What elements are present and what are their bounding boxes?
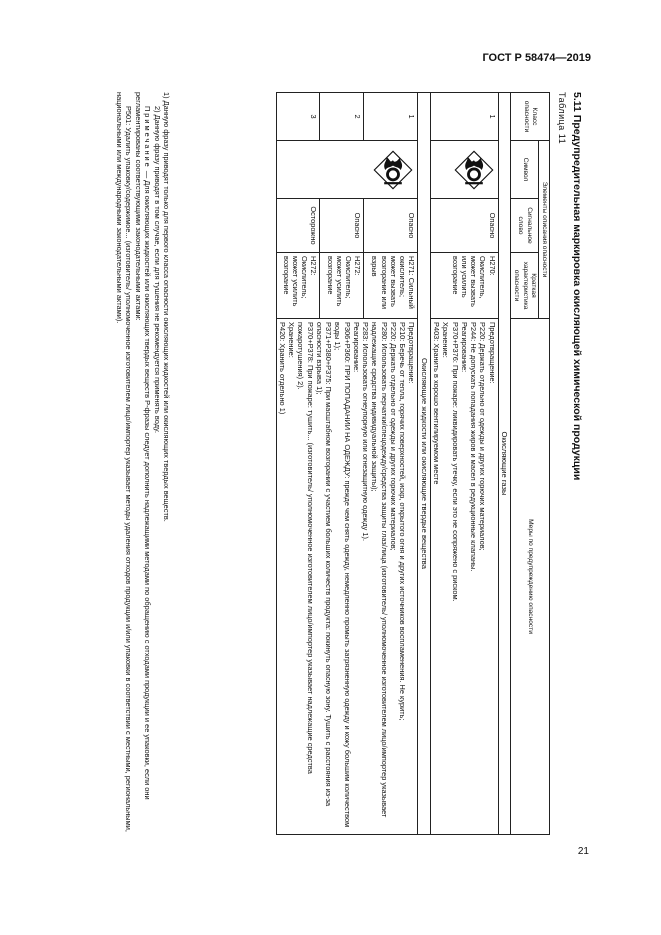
measure-line: P370+P376: При пожаре: ликвидировать утечку, если это не сопряжено с риском. xyxy=(450,322,460,602)
page-number: 21 xyxy=(577,846,589,857)
flame-over-circle-icon xyxy=(371,148,415,192)
measure-line: P371+P380+P375: При масштабном возгорании с участием больших количеств продукта: покинуть опасную зону. Тушить с расстояния из-за опасности взрыва 1); xyxy=(314,322,334,807)
measures-cell xyxy=(430,319,498,835)
group-liquids-label: Окисляющие жидкости или окисляющие твердые вещества xyxy=(418,93,430,835)
signal-cell: Опасно xyxy=(364,199,418,253)
table-row xyxy=(364,93,418,835)
measure-line: P283: Использовать огнеупорную или огнезащитную одежду 1). xyxy=(361,322,371,542)
flame-over-circle-icon xyxy=(452,148,496,192)
signal-cell: Опасно xyxy=(320,199,364,253)
table-label: Таблица 11 xyxy=(557,92,567,145)
measure-line: Предотвращение: xyxy=(407,322,417,384)
hazard-cell: H272: Окислитель; может усилить возгорание xyxy=(320,253,364,319)
class-cell: 1 xyxy=(364,93,418,141)
header-row-1 xyxy=(538,93,549,835)
note-p501: P501: Удалить упаковку/содержимое... (изготовитель/ уполномоченное изготовителем лицо/импортер указывает методы удаления отходов продукции и/или упаковки в соответствии с местными, региональными, национальными или международными законодательными актами). xyxy=(114,92,134,832)
measure-line: Реагирование: xyxy=(351,322,361,373)
measure-line: P220: Держать отдельно от одежды и других горючих материалов; xyxy=(388,322,398,551)
class-cell: 1 xyxy=(430,93,498,141)
group-row-gases xyxy=(498,93,510,835)
standard-header: ГОСТ Р 58474—2019 xyxy=(482,52,591,64)
measure-line: P370+P378: При пожаре: тушить... (изготовитель/ уполномоченное изготовителем лицо/импортер указывает надлежащие средства пожаротушения) 2). xyxy=(296,322,315,774)
group-row-liquids xyxy=(418,93,430,835)
measure-line: Реагирование: xyxy=(459,322,469,373)
class-cell: 3 xyxy=(276,93,320,141)
col-elements: Элементы описания опасности xyxy=(538,141,549,319)
col-class: Класс опасности xyxy=(511,93,550,141)
measure-line: P220: Держать отдельно от одежды и других горючих материалов; xyxy=(478,322,488,551)
hazard-cell: H270: Окислитель, может вызвать или усилить возгорание xyxy=(430,253,498,319)
footnote: 2) Данную фразу приводят в том случае, если для тушения не рекомендуется применять воду. xyxy=(152,106,162,434)
hazard-cell: H271: Сильный окислитель; может вызвать возгорание или взрыв xyxy=(364,253,418,319)
measure-line: P210: Беречь от тепла, горячих поверхностей, искр, открытого огня и других источников воспламенения. Не курить; xyxy=(398,322,408,721)
group-gases-label: Окисляющие газы xyxy=(498,93,510,835)
table-row xyxy=(430,93,498,835)
measure-line: P306+P360: ПРИ ПОПАДАНИИ НА ОДЕЖДУ: прежде чем снять одежду, немедленно промыть загрязненную одежду и кожу большим количеством воды 1); xyxy=(333,322,352,828)
col-symbol: Символ xyxy=(511,141,539,199)
symbol-cell xyxy=(430,141,498,199)
measure-line: P244: Не допускать попадания жиров и масел в редукционные клапаны. xyxy=(469,322,479,572)
hazard-cell: H272: Окислитель; может усилить возгорание xyxy=(276,253,320,319)
col-measures: Меры по предупреждению опасности xyxy=(511,319,550,835)
footnote: 1) Данную фразу приводят только для первого класса опасности окисляющих жидкостей или окисляющих твердых веществ. xyxy=(162,92,171,522)
note-text: — Для окисляющих жидкостей или окисляющих твердых веществ Р-фразы следует дополнить надлежащими методами по обращению с отходами продукции и ее упаковки, если они регламентированы соответствующими законодательными актами: xyxy=(133,92,153,800)
measure-line: P403: Хранить в хорошо вентилируемом месте xyxy=(432,322,442,485)
symbol-cell xyxy=(276,141,418,199)
measure-line: P280: Использовать перчатки/спецодежду/средства защиты глаз/лица (изготовитель/ уполномоченное изготовителем лицо/импортер указывает надлежащие средства индивидуальной защиты); xyxy=(370,322,389,818)
measure-line: Предотвращение: xyxy=(487,322,497,384)
measure-line: P420: Хранить отдельно 1) xyxy=(277,322,287,415)
section-title: 5.11 Предупредительная маркировка окисляющей химической продукции xyxy=(571,92,583,481)
class-cell: 2 xyxy=(320,93,364,141)
note-label: Примечание xyxy=(143,106,153,169)
signal-cell: Опасно xyxy=(430,199,498,253)
hazard-table xyxy=(276,92,550,835)
measures-cell xyxy=(276,319,418,835)
signal-cell: Осторожно xyxy=(276,199,320,253)
measure-line: Хранение: xyxy=(287,322,297,358)
table-notes xyxy=(114,92,171,835)
col-hazard: Краткая характеристика опасности xyxy=(511,253,539,319)
note-paragraph xyxy=(133,92,152,835)
measure-line: Хранение: xyxy=(441,322,451,358)
col-signal: Сигнальное слово xyxy=(511,199,539,253)
rotated-table-page xyxy=(63,92,583,835)
